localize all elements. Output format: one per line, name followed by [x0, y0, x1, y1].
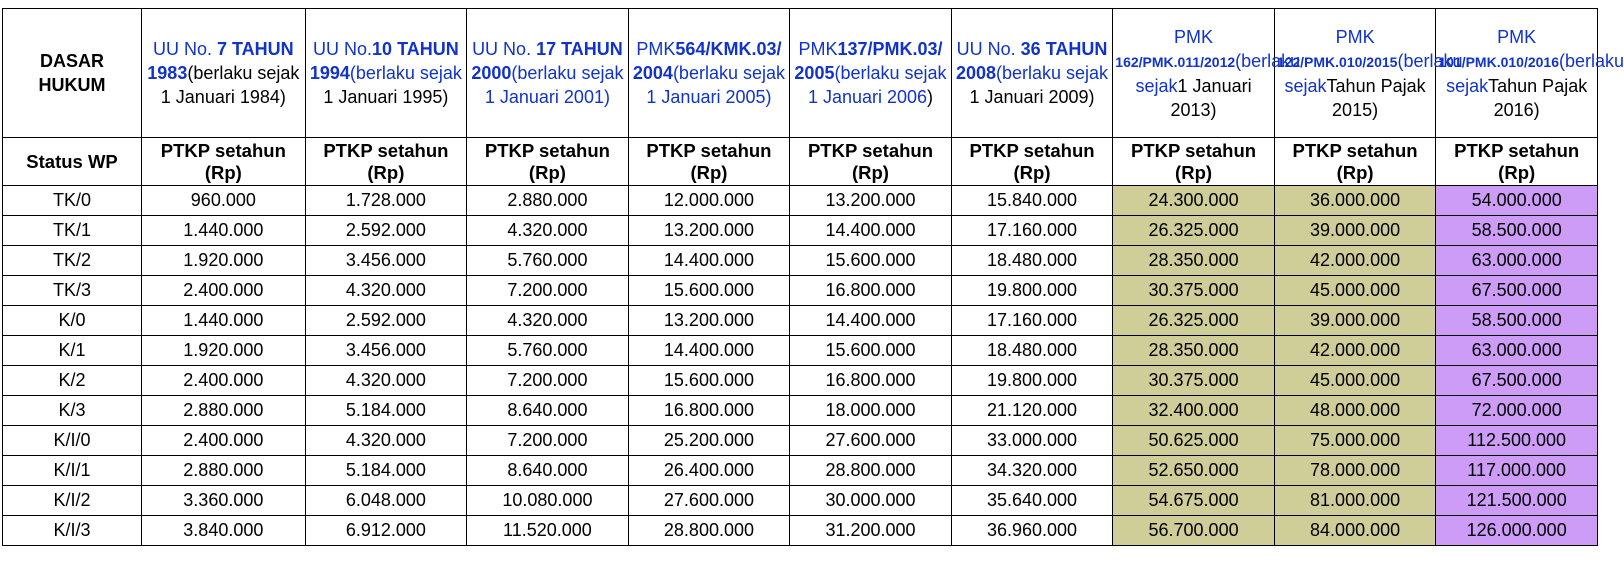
ptkp-value-cell: 15.600.000	[628, 366, 790, 396]
table-row	[3, 516, 1598, 546]
ptkp-value-cell: 54.675.000	[1113, 486, 1275, 516]
ptkp-value-cell: 126.000.000	[1436, 516, 1598, 546]
ptkp-value-cell: 30.000.000	[790, 486, 952, 516]
ptkp-table	[2, 8, 1624, 546]
ptkp-value-cell: 1.920.000	[142, 246, 306, 276]
ptkp-value-cell: 5.184.000	[305, 396, 467, 426]
ptkp-value-cell: 19.800.000	[951, 366, 1113, 396]
ptkp-value-cell: 26.400.000	[628, 456, 790, 486]
ptkp-value-cell: 28.350.000	[1113, 336, 1275, 366]
ptkp-value-cell: 5.184.000	[305, 456, 467, 486]
legal-basis-pmk-122-2015: PMK 122/PMK.010/2015(berlaku sejakTahun Pajak 2015)	[1274, 9, 1436, 138]
table-row	[3, 306, 1598, 336]
ptkp-value-cell: 34.320.000	[951, 456, 1113, 486]
ptkp-value-cell: 30.375.000	[1113, 366, 1275, 396]
ptkp-value-cell: 54.000.000	[1436, 186, 1598, 216]
ptkp-value-cell: 14.400.000	[790, 216, 952, 246]
ptkp-value-cell: 58.500.000	[1436, 306, 1598, 336]
ptkp-value-cell: 1.440.000	[142, 306, 306, 336]
subheader-row	[3, 138, 1598, 186]
ptkp-value-cell: 6.912.000	[305, 516, 467, 546]
table-body	[3, 186, 1598, 546]
status-cell: K/1	[3, 336, 142, 366]
legal-basis-pmk-564-2004: PMK564/KMK.03/ 2004(berlaku sejak 1 Januari 2005)	[628, 9, 790, 138]
table-row	[3, 366, 1598, 396]
ptkp-value-cell: 3.456.000	[305, 246, 467, 276]
status-cell: K/0	[3, 306, 142, 336]
ptkp-value-cell: 2.400.000	[142, 276, 306, 306]
ptkp-header: PTKP setahun (Rp)	[1274, 138, 1436, 186]
ptkp-value-cell: 26.325.000	[1113, 306, 1275, 336]
ptkp-value-cell: 2.880.000	[142, 456, 306, 486]
ptkp-value-cell: 45.000.000	[1274, 276, 1436, 306]
ptkp-value-cell: 3.456.000	[305, 336, 467, 366]
ptkp-value-cell: 4.320.000	[467, 216, 629, 246]
ptkp-value-cell: 2.400.000	[142, 366, 306, 396]
table-row	[3, 246, 1598, 276]
ptkp-value-cell: 7.200.000	[467, 426, 629, 456]
ptkp-value-cell: 45.000.000	[1274, 366, 1436, 396]
legal-basis-pmk-162-2012: PMK 162/PMK.011/2012(berlaku sejak1 Januari 2013)	[1113, 9, 1275, 138]
ptkp-value-cell: 4.320.000	[305, 366, 467, 396]
ptkp-header: PTKP setahun (Rp)	[790, 138, 952, 186]
ptkp-value-cell: 16.800.000	[628, 396, 790, 426]
legal-basis-uu-36-2008: UU No. 36 TAHUN 2008(berlaku sejak 1 Januari 2009)	[951, 9, 1113, 138]
ptkp-value-cell: 13.200.000	[628, 216, 790, 246]
ptkp-header: PTKP setahun (Rp)	[1113, 138, 1275, 186]
ptkp-value-cell: 7.200.000	[467, 276, 629, 306]
table-row	[3, 426, 1598, 456]
ptkp-value-cell: 27.600.000	[790, 426, 952, 456]
ptkp-value-cell: 1.728.000	[305, 186, 467, 216]
ptkp-value-cell: 2.400.000	[142, 426, 306, 456]
legal-basis-uu-7-1983: UU No. 7 TAHUN 1983(berlaku sejak 1 Januari 1984)	[142, 9, 306, 138]
ptkp-value-cell: 2.592.000	[305, 306, 467, 336]
ptkp-value-cell: 58.500.000	[1436, 216, 1598, 246]
ptkp-value-cell: 14.400.000	[790, 306, 952, 336]
ptkp-value-cell: 15.840.000	[951, 186, 1113, 216]
ptkp-value-cell: 121.500.000	[1436, 486, 1598, 516]
ptkp-value-cell: 4.320.000	[305, 426, 467, 456]
ptkp-value-cell: 14.400.000	[628, 336, 790, 366]
ptkp-value-cell: 2.592.000	[305, 216, 467, 246]
status-cell: K/I/2	[3, 486, 142, 516]
ptkp-value-cell: 21.120.000	[951, 396, 1113, 426]
ptkp-value-cell: 28.350.000	[1113, 246, 1275, 276]
status-cell: TK/3	[3, 276, 142, 306]
ptkp-header: PTKP setahun (Rp)	[305, 138, 467, 186]
table-row	[3, 216, 1598, 246]
status-cell: K/3	[3, 396, 142, 426]
ptkp-value-cell: 50.625.000	[1113, 426, 1275, 456]
ptkp-value-cell: 67.500.000	[1436, 366, 1598, 396]
ptkp-header: PTKP setahun (Rp)	[1436, 138, 1598, 186]
ptkp-header: PTKP setahun (Rp)	[142, 138, 306, 186]
ptkp-value-cell: 8.640.000	[467, 456, 629, 486]
ptkp-value-cell: 56.700.000	[1113, 516, 1275, 546]
ptkp-value-cell: 24.300.000	[1113, 186, 1275, 216]
ptkp-value-cell: 16.800.000	[790, 276, 952, 306]
status-cell: K/I/3	[3, 516, 142, 546]
status-cell: TK/1	[3, 216, 142, 246]
table-row	[3, 486, 1598, 516]
ptkp-value-cell: 63.000.000	[1436, 336, 1598, 366]
ptkp-value-cell: 36.960.000	[951, 516, 1113, 546]
ptkp-value-cell: 10.080.000	[467, 486, 629, 516]
ptkp-value-cell: 5.760.000	[467, 336, 629, 366]
ptkp-value-cell: 17.160.000	[951, 306, 1113, 336]
ptkp-value-cell: 30.375.000	[1113, 276, 1275, 306]
ptkp-value-cell: 84.000.000	[1274, 516, 1436, 546]
table-row	[3, 396, 1598, 426]
status-cell: K/2	[3, 366, 142, 396]
ptkp-value-cell: 67.500.000	[1436, 276, 1598, 306]
ptkp-value-cell: 15.600.000	[790, 246, 952, 276]
ptkp-value-cell: 36.000.000	[1274, 186, 1436, 216]
legal-basis-uu-10-1994: UU No.10 TAHUN 1994(berlaku sejak 1 Januari 1995)	[305, 9, 467, 138]
ptkp-value-cell: 26.325.000	[1113, 216, 1275, 246]
ptkp-value-cell: 18.480.000	[951, 246, 1113, 276]
ptkp-value-cell: 4.320.000	[305, 276, 467, 306]
table-row	[3, 456, 1598, 486]
ptkp-value-cell: 18.480.000	[951, 336, 1113, 366]
header-row	[3, 9, 1598, 138]
status-wp-header: Status WP	[3, 138, 142, 186]
ptkp-value-cell: 42.000.000	[1274, 246, 1436, 276]
ptkp-header: PTKP setahun (Rp)	[467, 138, 629, 186]
ptkp-value-cell: 31.200.000	[790, 516, 952, 546]
ptkp-value-cell: 117.000.000	[1436, 456, 1598, 486]
ptkp-value-cell: 25.200.000	[628, 426, 790, 456]
ptkp-value-cell: 1.440.000	[142, 216, 306, 246]
ptkp-value-cell: 52.650.000	[1113, 456, 1275, 486]
ptkp-value-cell: 81.000.000	[1274, 486, 1436, 516]
ptkp-value-cell: 19.800.000	[951, 276, 1113, 306]
ptkp-value-cell: 2.880.000	[467, 186, 629, 216]
status-cell: TK/2	[3, 246, 142, 276]
legal-basis-uu-17-2000: UU No. 17 TAHUN 2000(berlaku sejak 1 Januari 2001)	[467, 9, 629, 138]
ptkp-value-cell: 15.600.000	[790, 336, 952, 366]
dasar-hukum-header: DASAR HUKUM	[3, 9, 142, 138]
table-row	[3, 186, 1598, 216]
ptkp-value-cell: 39.000.000	[1274, 216, 1436, 246]
ptkp-value-cell: 78.000.000	[1274, 456, 1436, 486]
ptkp-value-cell: 39.000.000	[1274, 306, 1436, 336]
ptkp-value-cell: 12.000.000	[628, 186, 790, 216]
ptkp-value-cell: 5.760.000	[467, 246, 629, 276]
ptkp-value-cell: 28.800.000	[628, 516, 790, 546]
ptkp-value-cell: 112.500.000	[1436, 426, 1598, 456]
legal-basis-pmk-137-2005: PMK137/PMK.03/ 2005(berlaku sejak 1 Januari 2006)	[790, 9, 952, 138]
ptkp-value-cell: 13.200.000	[790, 186, 952, 216]
status-cell: K/I/1	[3, 456, 142, 486]
ptkp-value-cell: 7.200.000	[467, 366, 629, 396]
ptkp-value-cell: 48.000.000	[1274, 396, 1436, 426]
ptkp-value-cell: 3.840.000	[142, 516, 306, 546]
table-row	[3, 276, 1598, 306]
ptkp-value-cell: 17.160.000	[951, 216, 1113, 246]
status-cell: K/I/0	[3, 426, 142, 456]
ptkp-value-cell: 1.920.000	[142, 336, 306, 366]
ptkp-value-cell: 28.800.000	[790, 456, 952, 486]
ptkp-value-cell: 75.000.000	[1274, 426, 1436, 456]
ptkp-value-cell: 6.048.000	[305, 486, 467, 516]
ptkp-value-cell: 72.000.000	[1436, 396, 1598, 426]
ptkp-header: PTKP setahun (Rp)	[628, 138, 790, 186]
ptkp-value-cell: 14.400.000	[628, 246, 790, 276]
ptkp-value-cell: 33.000.000	[951, 426, 1113, 456]
status-cell: TK/0	[3, 186, 142, 216]
ptkp-value-cell: 2.880.000	[142, 396, 306, 426]
ptkp-value-cell: 63.000.000	[1436, 246, 1598, 276]
ptkp-header: PTKP setahun (Rp)	[951, 138, 1113, 186]
ptkp-value-cell: 3.360.000	[142, 486, 306, 516]
legal-basis-pmk-101-2016: PMK 101/PMK.010/2016(berlaku sejakTahun Pajak 2016)	[1436, 9, 1598, 138]
ptkp-value-cell: 15.600.000	[628, 276, 790, 306]
ptkp-value-cell: 27.600.000	[628, 486, 790, 516]
ptkp-value-cell: 11.520.000	[467, 516, 629, 546]
ptkp-value-cell: 42.000.000	[1274, 336, 1436, 366]
ptkp-value-cell: 16.800.000	[790, 366, 952, 396]
ptkp-value-cell: 8.640.000	[467, 396, 629, 426]
ptkp-value-cell: 35.640.000	[951, 486, 1113, 516]
ptkp-value-cell: 32.400.000	[1113, 396, 1275, 426]
ptkp-value-cell: 13.200.000	[628, 306, 790, 336]
table-row	[3, 336, 1598, 366]
ptkp-value-cell: 960.000	[142, 186, 306, 216]
ptkp-value-cell: 4.320.000	[467, 306, 629, 336]
ptkp-value-cell: 18.000.000	[790, 396, 952, 426]
